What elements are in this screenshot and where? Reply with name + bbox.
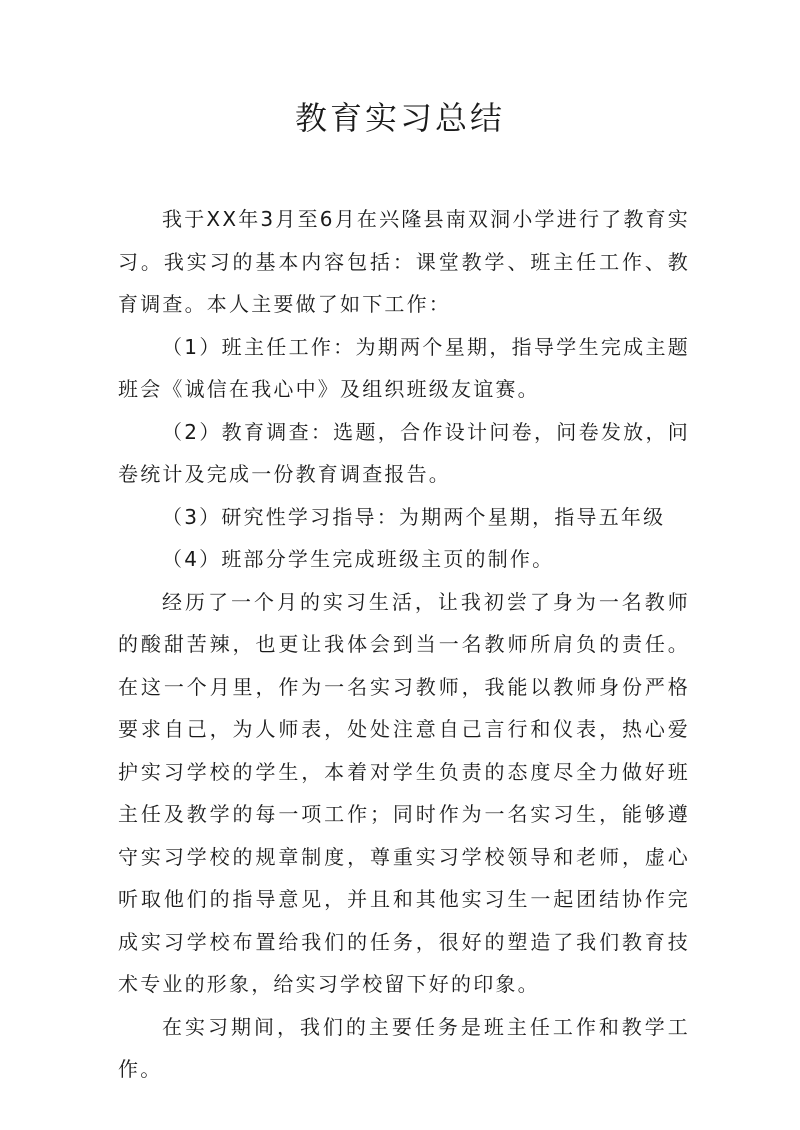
paragraph-tasks: 在实习期间，我们的主要任务是班主任工作和教学工作。 [118,1014,690,1081]
paragraph-item-4: （4）班部分学生完成班级主页的制作。 [162,547,555,571]
paragraph-item-3: （3）研究性学习指导：为期两个星期，指导五年级 [162,504,666,529]
paragraph-item-2: （2）教育调查：选题，合作设计问卷，问卷发放，问卷统计及完成一份教育调查报告。 [118,419,690,486]
paragraph-reflection: 经历了一个月的实习生活，让我初尝了身为一名教师的酸甜苦辣，也更让我体会到当一名教师所肩负的责任。在这一个月里，作为一名实习教师，我能以教师身份严格要求自己，为人师表，处处注意自己言行和仪表，热心爱护实习学校的学生，本着对学生负责的态度尽全力做好班主任及教学的每一项工作；同时作为一名实习生，能够遵守实习学校的规章制度，尊重实习学校领导和老师，虚心听取他们的指导意见，并且和其他实习生一起团结协作完成实习学校布置给我们的任务，很好的塑造了我们教育技术专业的形象，给实习学校留下好的印象。 [118,589,690,996]
document-body [118,198,690,1091]
paragraph-item-1: （1）班主任工作：为期两个星期，指导学生完成主题班会《诚信在我心中》及组织班级友谊赛。 [118,334,690,401]
document-title: 教育实习总结 [294,99,505,137]
paragraph-intro: 我于XX年3月至6月在兴隆县南双洞小学进行了教育实习。我实习的基本内容包括：课堂教学、班主任工作、教育调查。本人主要做了如下工作： [118,207,690,316]
